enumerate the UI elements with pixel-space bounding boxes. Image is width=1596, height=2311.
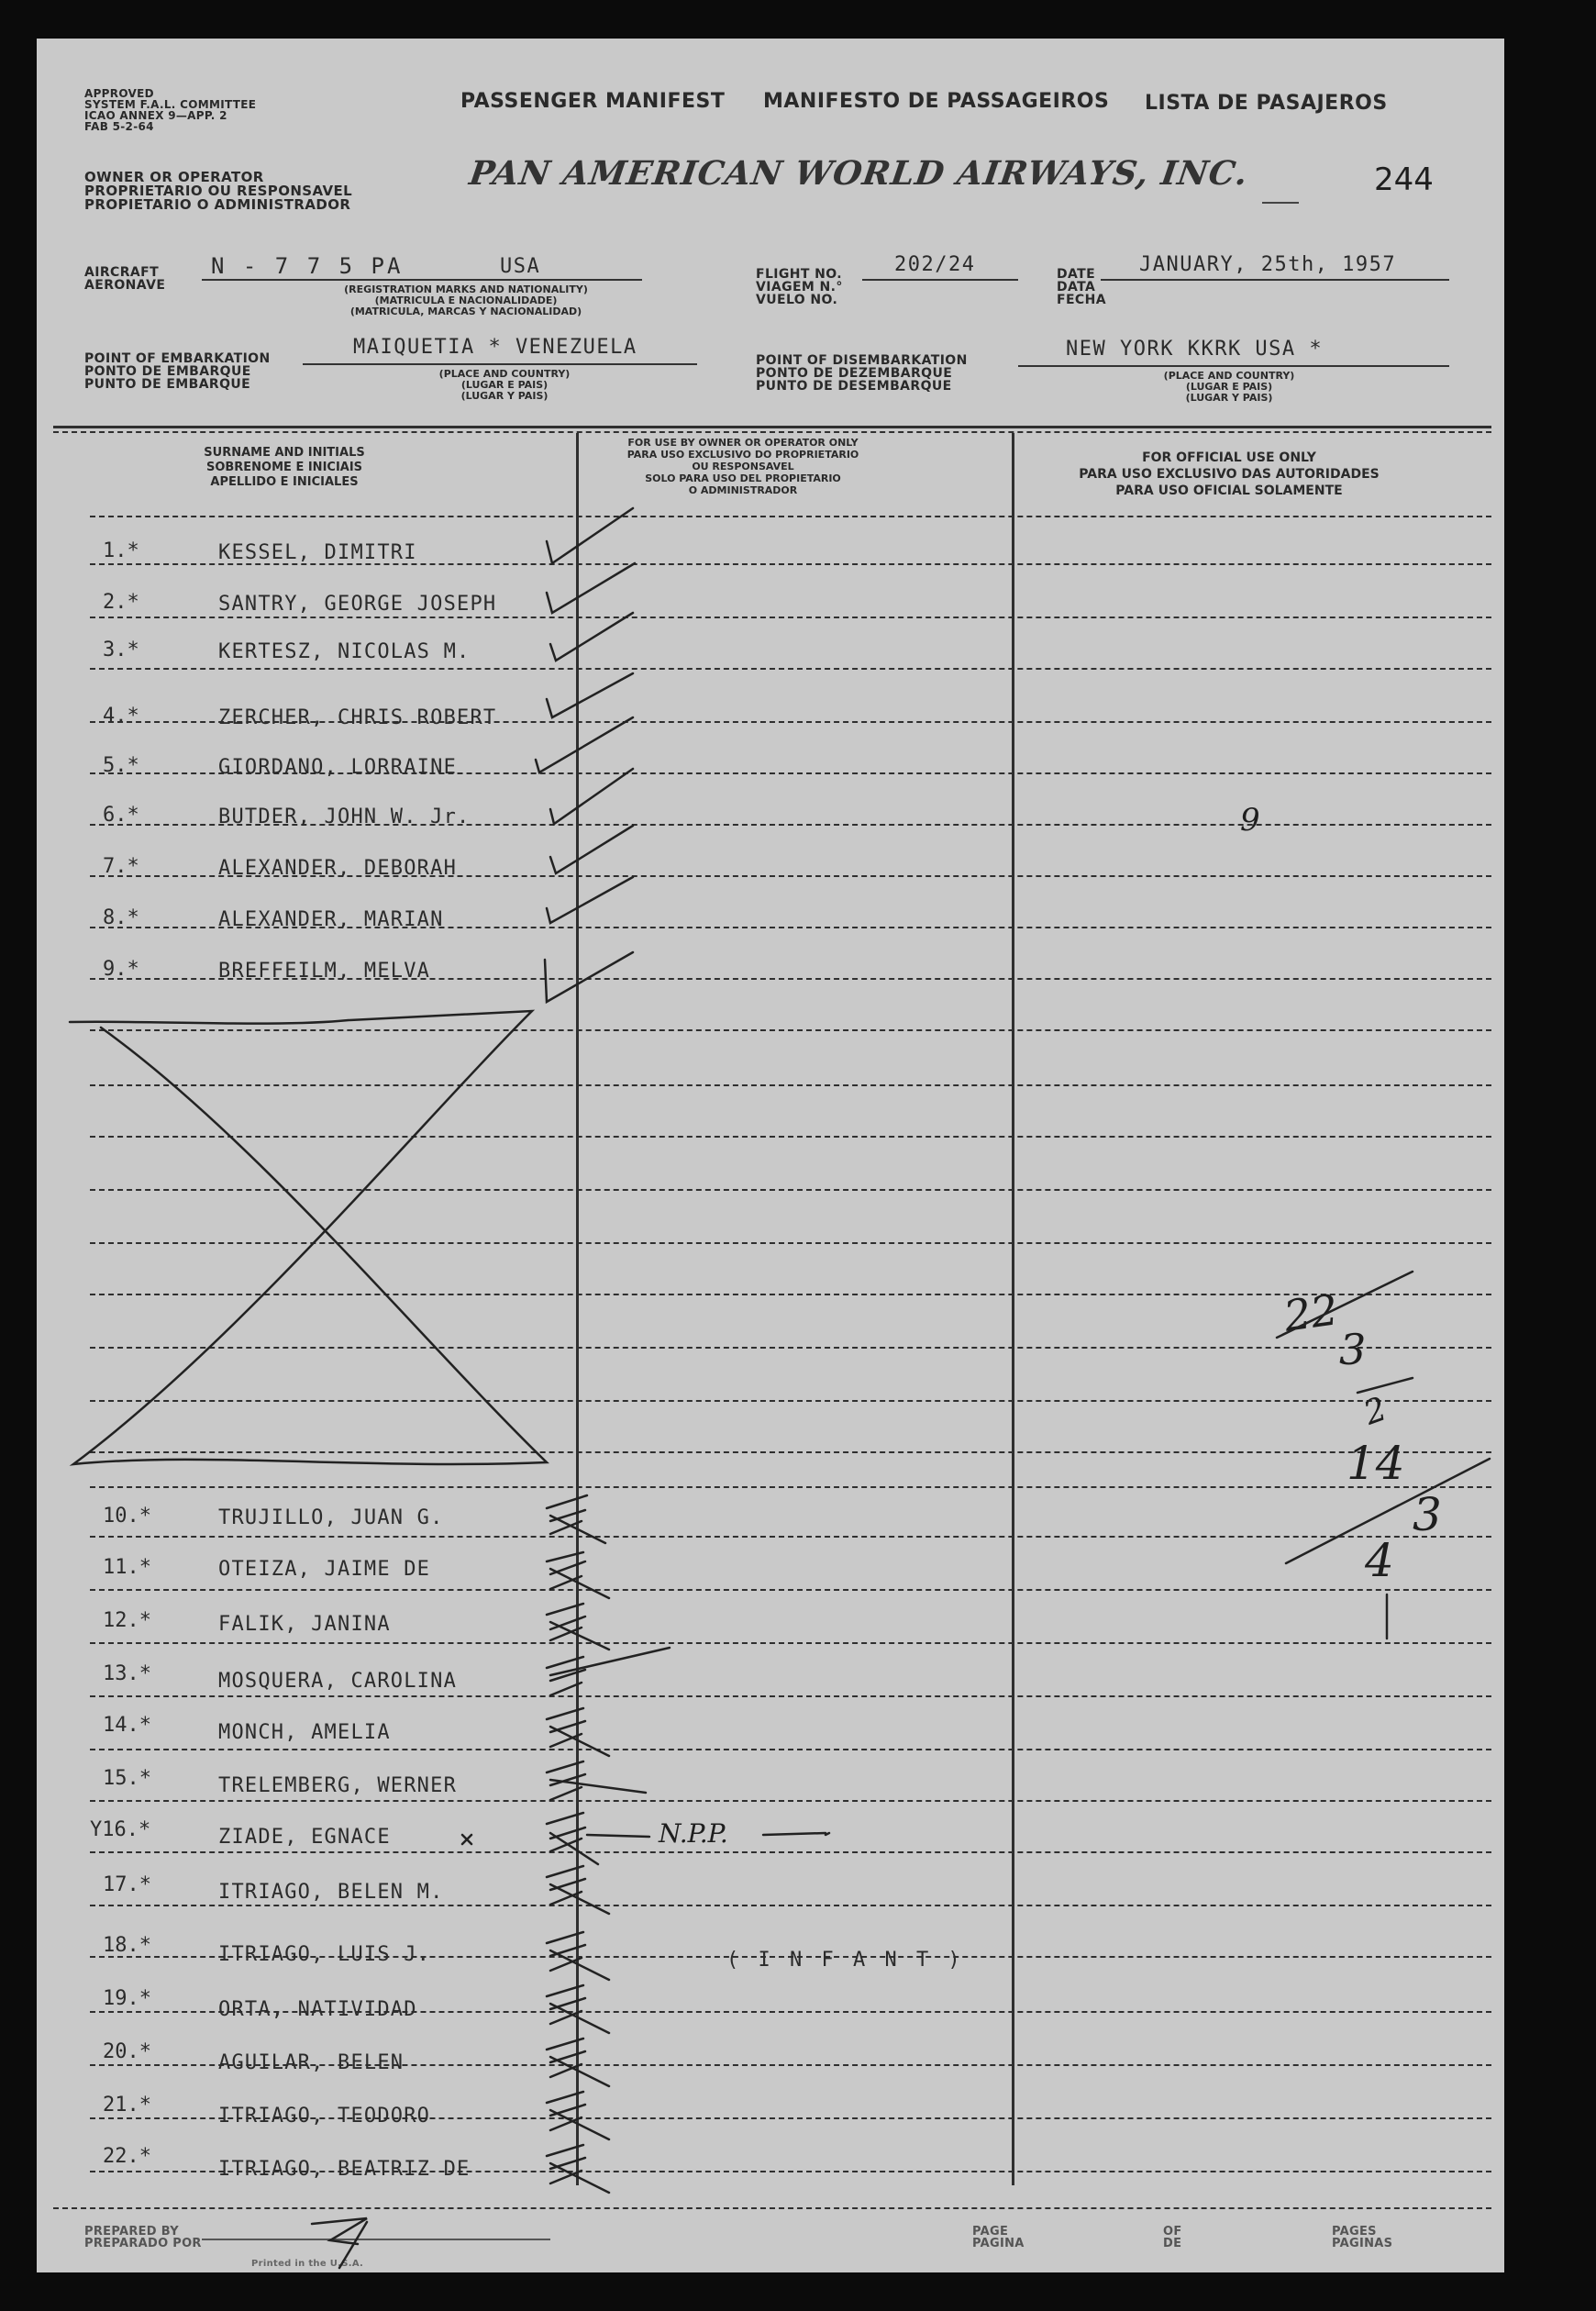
passenger-name: MOSQUERA, CAROLINA xyxy=(218,1670,458,1693)
owner-label-line: PROPIETARIO O ADMINISTRADOR xyxy=(84,196,351,213)
passenger-name: OTEIZA, JAIME DE xyxy=(218,1558,431,1581)
row-number: 8.* xyxy=(103,906,139,929)
row-number: 5.* xyxy=(103,754,139,777)
disembarkation-value: NEW YORK KKRK USA * xyxy=(1066,338,1324,361)
tally-number: 4 xyxy=(1365,1534,1394,1587)
infant-note: ( I N F A N T ) xyxy=(726,1949,964,1972)
title-spanish: LISTA DE PASAJEROS xyxy=(1145,92,1388,115)
row-number: 22.* xyxy=(103,2145,151,2168)
passenger-name: SANTRY, GEORGE JOSEPH xyxy=(218,593,497,616)
passenger-name: ORTA, NATIVIDAD xyxy=(218,1998,417,2021)
footer-label-line: OF xyxy=(1163,2225,1182,2239)
row-number: Y16.* xyxy=(90,1818,151,1841)
row-number: 19.* xyxy=(103,1987,151,2010)
approval-line: ICAO ANNEX 9—APP. 2 xyxy=(84,109,227,122)
column-header-line: SOBRENOME E INICIAIS xyxy=(205,461,363,474)
column-header-line: SOLO PARA USO DEL PROPIETARIO xyxy=(645,472,841,484)
passenger-name: KESSEL, DIMITRI xyxy=(218,541,417,564)
column-header-line: O ADMINISTRADOR xyxy=(688,484,798,496)
row-number: 13.* xyxy=(103,1662,151,1685)
tally-stroke xyxy=(1286,1459,1490,1563)
tally-number: 2 xyxy=(1358,1390,1392,1433)
passenger-name: GIORDANO, LORRAINE xyxy=(218,756,458,779)
passenger-name: ITRIAGO, BELEN M. xyxy=(218,1881,444,1904)
row-number: 1.* xyxy=(103,539,139,562)
check-mark xyxy=(547,2145,609,2193)
flight-label-line: VIAGEM N.° xyxy=(756,280,843,294)
disembarkation-label-line: PONTO DE DEZEMBARQUE xyxy=(756,366,953,381)
check-mark xyxy=(547,1866,609,1914)
passenger-name: TRUJILLO, JUAN G. xyxy=(218,1506,444,1529)
check-mark xyxy=(550,769,633,824)
tally-stroke xyxy=(1358,1378,1413,1393)
tally-number: 22 xyxy=(1280,1284,1342,1341)
row-number: 10.* xyxy=(103,1505,151,1528)
passenger-name: ZERCHER, CHRIS ROBERT xyxy=(218,706,497,729)
aircraft-nationality: USA xyxy=(500,255,541,278)
aircraft-help-line: (MATRICULA E NACIONALIDADE) xyxy=(374,294,558,306)
check-mark xyxy=(547,1604,609,1650)
disembarkation-label-line: PUNTO DE DESEMBARQUE xyxy=(756,379,952,394)
row-number: 11.* xyxy=(103,1556,151,1579)
passenger-name: ALEXANDER, DEBORAH xyxy=(218,857,458,880)
check-mark xyxy=(547,1932,609,1980)
check-mark xyxy=(547,508,633,563)
footer-label-line: PAGES xyxy=(1332,2225,1377,2239)
passenger-name: FALIK, JANINA xyxy=(218,1613,391,1636)
footer-label-line: PREPARADO POR xyxy=(84,2237,202,2250)
embarkation-value: MAIQUETIA * VENEZUELA xyxy=(353,336,637,359)
row-number: 18.* xyxy=(103,1934,151,1957)
check-mark xyxy=(547,1648,670,1695)
embarkation-help-line: (LUGAR E PAIS) xyxy=(460,379,549,391)
tally-number: 14 xyxy=(1347,1437,1405,1490)
row-number: 14.* xyxy=(103,1714,151,1737)
manifest-sheet xyxy=(37,39,1504,2272)
check-mark xyxy=(547,1495,605,1543)
aircraft-label-pt: AERONAVE xyxy=(84,278,166,293)
date-label-line: FECHA xyxy=(1057,293,1106,307)
owner-label-line: PROPRIETARIO OU RESPONSAVEL xyxy=(84,183,353,199)
passenger-name: ITRIAGO, LUIS J. xyxy=(218,1943,431,1966)
cross-out-mark xyxy=(70,1011,547,1464)
flight-label-line: FLIGHT NO. xyxy=(756,267,842,282)
disembarkation-help-line: (PLACE AND COUNTRY) xyxy=(1163,370,1295,382)
arrow-mark xyxy=(763,1833,826,1835)
printed-note: Printed in the U.S.A. xyxy=(251,2259,364,2269)
aircraft-help-line: (REGISTRATION MARKS AND NATIONALITY) xyxy=(344,283,588,295)
footer-label-line: PAGE xyxy=(972,2225,1009,2239)
check-mark xyxy=(536,717,633,772)
column-header-line: OU RESPONSAVEL xyxy=(692,461,794,472)
check-mark xyxy=(547,563,635,613)
footer-label-line: DE xyxy=(1163,2237,1182,2250)
check-mark xyxy=(545,952,633,1002)
column-header-line: PARA USO OFICIAL SOLAMENTE xyxy=(1115,483,1343,498)
title-portuguese: MANIFESTO DE PASSAGEIROS xyxy=(763,90,1110,113)
embarkation-help-line: (LUGAR Y PAIS) xyxy=(460,390,549,402)
passenger-name: TRELEMBERG, WERNER xyxy=(218,1774,458,1797)
tally-number: 3 xyxy=(1413,1488,1442,1541)
row-number: 3.* xyxy=(103,639,139,661)
row-number: 21.* xyxy=(103,2094,151,2117)
aircraft-label-en: AIRCRAFT xyxy=(84,265,160,280)
row-number: 20.* xyxy=(103,2040,151,2063)
disembarkation-help-line: (LUGAR E PAIS) xyxy=(1185,381,1273,393)
signature-mark xyxy=(312,2218,367,2268)
row-number: 6.* xyxy=(103,804,139,827)
footer-label-line: PAGINAS xyxy=(1332,2237,1393,2250)
embarkation-label-line: POINT OF EMBARKATION xyxy=(84,351,271,366)
npp-note: N.P.P. xyxy=(659,1818,728,1849)
check-mark xyxy=(547,1761,646,1800)
check-mark xyxy=(547,2039,609,2086)
row-number: 15.* xyxy=(103,1767,151,1790)
passenger-name: MONCH, AMELIA xyxy=(218,1721,391,1744)
date-label-line: DATA xyxy=(1057,280,1096,294)
owner-label-line: OWNER OR OPERATOR xyxy=(84,169,264,185)
column-header-line: FOR USE BY OWNER OR OPERATOR ONLY xyxy=(627,437,859,449)
row-number: 17.* xyxy=(103,1873,151,1896)
embarkation-label-line: PONTO DE EMBARQUE xyxy=(84,364,251,379)
handwritten-marks xyxy=(37,39,1504,2272)
row-number: 7.* xyxy=(103,855,139,878)
page-number: 244 xyxy=(1374,161,1434,198)
approval-line: SYSTEM F.A.L. COMMITTEE xyxy=(84,98,257,111)
passenger-name: AGUILAR, BELEN xyxy=(218,2051,405,2074)
check-mark xyxy=(547,673,633,717)
row-number: 12.* xyxy=(103,1609,151,1632)
column-header-line: PARA USO EXCLUSIVO DO PROPRIETARIO xyxy=(626,449,859,461)
check-mark xyxy=(547,1708,609,1756)
tally-number: 3 xyxy=(1339,1325,1367,1374)
check-mark xyxy=(550,826,633,873)
column-header-line: APELLIDO E INICIALES xyxy=(210,475,359,489)
flight-label-line: VUELO NO. xyxy=(756,293,838,307)
check-mark xyxy=(547,2092,609,2139)
embarkation-help-line: (PLACE AND COUNTRY) xyxy=(438,368,571,380)
passenger-name: ITRIAGO, TEODORO xyxy=(218,2105,431,2128)
date-label-line: DATE xyxy=(1057,267,1096,282)
aircraft-registration: N - 7 7 5 PA xyxy=(211,253,404,279)
airline-name: PAN AMERICAN WORLD AIRWAYS, INC. xyxy=(467,154,1251,193)
row-number: 4.* xyxy=(103,705,139,728)
passenger-name: ALEXANDER, MARIAN xyxy=(218,908,444,931)
approval-line: APPROVED xyxy=(84,87,154,100)
column-header-line: PARA USO EXCLUSIVO DAS AUTORIDADES xyxy=(1079,467,1380,482)
disembarkation-help-line: (LUGAR Y PAIS) xyxy=(1185,392,1273,404)
check-mark xyxy=(547,1985,609,2033)
embarkation-label-line: PUNTO DE EMBARQUE xyxy=(84,377,251,392)
official-mark: 9 xyxy=(1240,802,1260,839)
passenger-name: BUTDER, JOHN W. Jr. xyxy=(218,806,471,828)
aircraft-help-line: (MATRICULA, MARCAS Y NACIONALIDAD) xyxy=(349,306,582,317)
check-mark xyxy=(547,1552,609,1598)
check-mark xyxy=(547,1813,598,1864)
passenger-name: BREFFEILM, MELVA xyxy=(218,960,431,983)
approval-line: FAB 5-2-64 xyxy=(84,120,154,133)
check-mark xyxy=(547,877,633,923)
footer-label-line: PAGINA xyxy=(972,2237,1025,2250)
disembarkation-label-line: POINT OF DISEMBARKATION xyxy=(756,353,968,368)
title-english: PASSENGER MANIFEST xyxy=(460,90,726,113)
column-header-line: SURNAME AND INITIALS xyxy=(204,446,365,460)
check-mark xyxy=(550,613,633,661)
footer-label-line: PREPARED BY xyxy=(84,2225,179,2239)
flight-number: 202/24 xyxy=(894,253,976,276)
passenger-name: KERTESZ, NICOLAS M. xyxy=(218,640,471,663)
date-value: JANUARY, 25th, 1957 xyxy=(1139,253,1397,276)
row-number: 2.* xyxy=(103,591,139,614)
passenger-name: ITRIAGO, BEATRIZ DE xyxy=(218,2158,471,2181)
row-number: 9.* xyxy=(103,958,139,981)
x-mark xyxy=(462,1835,471,1844)
tally-stroke xyxy=(1277,1272,1413,1338)
column-header-line: FOR OFFICIAL USE ONLY xyxy=(1142,450,1316,465)
passenger-name: ZIADE, EGNACE xyxy=(218,1826,391,1849)
